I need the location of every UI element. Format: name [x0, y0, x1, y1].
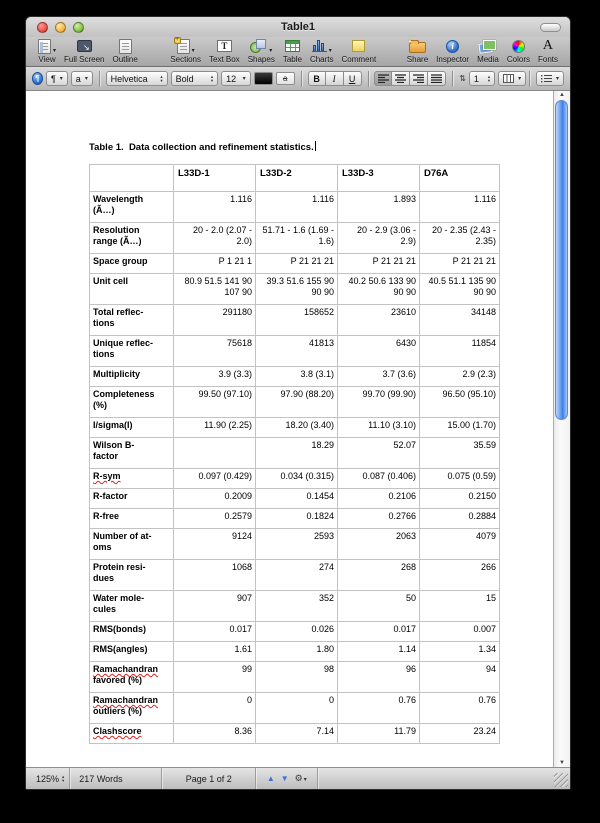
table-cell[interactable]: 18.20 (3.40) [256, 418, 338, 438]
table-cell[interactable]: 50 [338, 591, 420, 622]
table-cell[interactable]: 0.2884 [420, 509, 500, 529]
next-page-button[interactable]: ▼ [280, 774, 289, 783]
resize-grip[interactable] [554, 773, 568, 787]
previous-page-button[interactable]: ▲ [266, 774, 275, 783]
table-row [90, 254, 500, 274]
zoom-control[interactable] [26, 768, 70, 789]
row-label[interactable]: Resolution range (Ã…) [90, 223, 174, 254]
table-cell[interactable]: 0.017 [338, 622, 420, 642]
table-cell[interactable]: 94 [420, 662, 500, 693]
table-row [90, 387, 500, 418]
table-cell[interactable]: 907 [174, 591, 256, 622]
share-icon [409, 38, 426, 54]
table-cell[interactable]: 11854 [420, 336, 500, 367]
toolbar-button-media[interactable] [473, 37, 503, 66]
row-label[interactable]: Total reflec- tions [90, 305, 174, 336]
table-cell[interactable]: 6430 [338, 336, 420, 367]
table-cell[interactable]: 1068 [174, 560, 256, 591]
row-label[interactable]: Water mole- cules [90, 591, 174, 622]
toolbar-label: Comment [341, 55, 377, 64]
table-cell[interactable]: 2593 [256, 529, 338, 560]
table-cell[interactable]: 352 [256, 591, 338, 622]
toolbar-label: Sections [170, 55, 201, 64]
table-cell[interactable]: 7.14 [256, 724, 338, 744]
table-cell[interactable]: 0.76 [338, 693, 420, 724]
table-cell[interactable]: 39.3 51.6 155 90 90 90 [256, 274, 338, 305]
table-cell[interactable]: 40.2 50.6 133 90 90 90 [338, 274, 420, 305]
table-row [90, 724, 500, 744]
toolbar-label: Charts [309, 55, 334, 64]
table-cell[interactable]: 1.116 [420, 192, 500, 223]
character-style-dropdown[interactable]: a ▾ [71, 71, 93, 86]
table-cell[interactable]: 0.097 (0.429) [174, 469, 256, 489]
table-cell[interactable]: 1.34 [420, 642, 500, 662]
document-viewport [26, 91, 570, 767]
row-label[interactable]: I/sigma(I) [90, 418, 174, 438]
line-spacing-select[interactable]: 1 ▴ ▾ [469, 71, 495, 86]
document-page[interactable] [26, 91, 553, 767]
fonts-icon [543, 38, 553, 54]
format-bar [26, 67, 570, 91]
toolbar-label: Full Screen [64, 55, 105, 64]
table-row [90, 274, 500, 305]
table-body [90, 192, 500, 744]
table-cell[interactable]: 40.5 51.1 135 90 90 90 [420, 274, 500, 305]
word-count [70, 768, 162, 789]
paragraph-style-dropdown[interactable]: ¶ ▾ [46, 71, 68, 86]
font-family-select[interactable]: Helvetica ▴ ▾ [106, 71, 168, 86]
columns-dropdown[interactable] [498, 71, 526, 86]
corner-header[interactable] [90, 165, 174, 192]
page-indicator-label: Page 1 of 2 [185, 773, 232, 784]
table-cell[interactable]: 8.36 [174, 724, 256, 744]
toolbar-label: Text Box [209, 55, 240, 64]
sections-icon: + ▾ [177, 38, 195, 54]
comment-icon [352, 38, 365, 54]
table-cell[interactable]: 34148 [420, 305, 500, 336]
text-cursor [315, 141, 316, 151]
toolbar-button-text-box[interactable] [205, 37, 244, 66]
align-justify-button[interactable] [428, 71, 446, 86]
row-label[interactable]: R-sym [90, 469, 174, 489]
toolbar-button-fonts[interactable] [534, 37, 562, 66]
table-caption: Table 1. Data collection and refinement statistics. [89, 142, 314, 153]
row-label[interactable]: Protein resi- dues [90, 560, 174, 591]
view-icon [38, 38, 56, 54]
line-spacing-icon: ⇅ [459, 74, 466, 83]
column-header[interactable]: D76A [420, 165, 500, 192]
row-label[interactable]: Multiplicity [90, 367, 174, 387]
column-header[interactable]: L33D-1 [174, 165, 256, 192]
outline-icon [119, 38, 132, 54]
table-cell[interactable]: 11.10 (3.10) [338, 418, 420, 438]
table-cell[interactable]: 98 [256, 662, 338, 693]
column-header[interactable]: L33D-2 [256, 165, 338, 192]
table-cell[interactable]: 20 - 2.0 (2.07 - 2.0) [174, 223, 256, 254]
page-navigation [256, 768, 318, 789]
table-cell[interactable]: P 21 21 21 [256, 254, 338, 274]
row-label[interactable]: Completeness (%) [90, 387, 174, 418]
table-cell[interactable]: 20 - 2.35 (2.43 - 2.35) [420, 223, 500, 254]
table-cell[interactable]: 0 [256, 693, 338, 724]
table-cell[interactable]: 2.9 (2.3) [420, 367, 500, 387]
table-cell[interactable] [174, 438, 256, 469]
table-row [90, 642, 500, 662]
column-header[interactable]: L33D-3 [338, 165, 420, 192]
table-cell[interactable]: 0.2106 [338, 489, 420, 509]
table-cell[interactable]: 0.1454 [256, 489, 338, 509]
toolbar-button-view[interactable] [34, 37, 60, 66]
typeface-select[interactable]: Bold ▴ ▾ [171, 71, 218, 86]
alignment-buttons [374, 71, 446, 86]
scrollbar-thumb[interactable] [555, 100, 568, 420]
toolbar-button-colors[interactable] [503, 37, 534, 66]
table-row [90, 469, 500, 489]
table-cell[interactable]: 51.71 - 1.6 (1.69 - 1.6) [256, 223, 338, 254]
row-label[interactable]: Clashscore [90, 724, 174, 744]
table-cell[interactable]: 266 [420, 560, 500, 591]
table-cell[interactable]: 0.017 [174, 622, 256, 642]
table-cell[interactable]: 9124 [174, 529, 256, 560]
table-row [90, 622, 500, 642]
table-cell[interactable]: 0 [174, 693, 256, 724]
charts-icon [312, 38, 332, 54]
table-cell[interactable]: 0.075 (0.59) [420, 469, 500, 489]
row-label[interactable]: Space group [90, 254, 174, 274]
text-background-color-well[interactable]: a [276, 72, 295, 85]
table-cell[interactable]: 1.80 [256, 642, 338, 662]
table-cell[interactable]: 0.2009 [174, 489, 256, 509]
table-caption-line[interactable] [89, 137, 499, 155]
toolbar-button-outline[interactable] [108, 37, 141, 66]
toolbar-label: View [38, 55, 56, 64]
table-cell[interactable]: 35.59 [420, 438, 500, 469]
table-cell[interactable]: 80.9 51.5 141 90 107 90 [174, 274, 256, 305]
align-right-button[interactable] [410, 71, 428, 86]
statistics-table[interactable] [89, 164, 500, 744]
zoom-stepper[interactable] [62, 775, 64, 782]
table-cell[interactable]: 4079 [420, 529, 500, 560]
paragraph-styles-icon[interactable]: ¶ [32, 72, 43, 85]
row-label[interactable]: R-free [90, 509, 174, 529]
table-cell[interactable]: 274 [256, 560, 338, 591]
table-cell[interactable]: P 21 21 21 [338, 254, 420, 274]
pages-window [25, 16, 571, 790]
text-color-well[interactable] [254, 72, 273, 85]
row-label[interactable]: Wavelength (Ã…) [90, 192, 174, 223]
table-cell[interactable]: 11.90 (2.25) [174, 418, 256, 438]
inspector-icon [446, 38, 459, 54]
table-cell[interactable]: 3.7 (3.6) [338, 367, 420, 387]
align-left-button[interactable] [374, 71, 392, 86]
scroll-down-arrow[interactable]: ▼ [559, 760, 565, 766]
table-row [90, 489, 500, 509]
table-cell[interactable]: 15 [420, 591, 500, 622]
table-cell[interactable]: 99.70 (99.90) [338, 387, 420, 418]
vertical-scrollbar[interactable] [553, 91, 570, 767]
table-cell[interactable]: 0.026 [256, 622, 338, 642]
table-row [90, 367, 500, 387]
table-cell[interactable]: 23610 [338, 305, 420, 336]
table-cell[interactable]: 99.50 (97.10) [174, 387, 256, 418]
table-cell[interactable]: 0.087 (0.406) [338, 469, 420, 489]
row-label[interactable]: Unit cell [90, 274, 174, 305]
table-cell[interactable]: 1.116 [256, 192, 338, 223]
table-cell[interactable]: P 1 21 1 [174, 254, 256, 274]
table-cell[interactable]: 11.79 [338, 724, 420, 744]
table-cell[interactable]: 1.61 [174, 642, 256, 662]
table-cell[interactable]: 18.29 [256, 438, 338, 469]
zoom-level: 125% [36, 773, 60, 784]
row-label[interactable]: Ramachandran outliers (%) [90, 693, 174, 724]
table-cell[interactable]: 268 [338, 560, 420, 591]
table-cell[interactable]: 15.00 (1.70) [420, 418, 500, 438]
table-cell[interactable]: P 21 21 21 [420, 254, 500, 274]
row-label[interactable]: RMS(bonds) [90, 622, 174, 642]
table-row [90, 591, 500, 622]
table-cell[interactable]: 0.76 [420, 693, 500, 724]
table-cell[interactable]: 0.007 [420, 622, 500, 642]
table-row [90, 560, 500, 591]
table-row [90, 662, 500, 693]
table-cell[interactable]: 99 [174, 662, 256, 693]
row-label[interactable]: Number of at- oms [90, 529, 174, 560]
toolbar-label: Table [282, 55, 302, 64]
toolbar-label: Media [477, 55, 499, 64]
underline-button[interactable]: U [344, 71, 362, 86]
align-center-button[interactable] [392, 71, 410, 86]
gear-menu-button[interactable]: ⚙ ▾ [295, 773, 307, 784]
row-label[interactable]: R-factor [90, 489, 174, 509]
table-cell[interactable]: 291180 [174, 305, 256, 336]
table-row [90, 529, 500, 560]
table-cell[interactable]: 1.893 [338, 192, 420, 223]
toolbar-label: Share [406, 55, 429, 64]
row-label[interactable]: RMS(angles) [90, 642, 174, 662]
table-row [90, 192, 500, 223]
toolbar-button-share[interactable] [403, 37, 432, 66]
scroll-up-arrow[interactable]: ▲ [559, 92, 565, 98]
table-row [90, 223, 500, 254]
toolbar-button-inspector[interactable] [432, 37, 473, 66]
table-icon [285, 38, 300, 54]
table-cell[interactable]: 0.2150 [420, 489, 500, 509]
row-label[interactable]: Ramachandran favored (%) [90, 662, 174, 693]
table-cell[interactable]: 75618 [174, 336, 256, 367]
shapes-icon [250, 38, 272, 54]
table-cell[interactable]: 96 [338, 662, 420, 693]
style-buttons [308, 71, 362, 86]
status-bar [26, 767, 570, 789]
toolbar-button-charts[interactable] [306, 37, 338, 66]
table-row [90, 305, 500, 336]
table-cell[interactable]: 41813 [256, 336, 338, 367]
table-row [90, 438, 500, 469]
table-cell[interactable]: 2063 [338, 529, 420, 560]
toolbar [26, 37, 570, 67]
bold-button[interactable]: B [308, 71, 326, 86]
table-row [90, 693, 500, 724]
font-size-select[interactable]: 12 ▾ [221, 71, 251, 86]
list-style-dropdown[interactable] [536, 71, 564, 86]
table-row [90, 509, 500, 529]
table-cell[interactable]: 1.14 [338, 642, 420, 662]
toolbar-label: Outline [112, 55, 138, 64]
table-row [90, 336, 500, 367]
table-cell[interactable]: 0.1824 [256, 509, 338, 529]
table-row [90, 418, 500, 438]
table-header-row [90, 165, 500, 192]
toolbar-button-table[interactable] [279, 37, 306, 66]
table-cell[interactable]: 3.8 (3.1) [256, 367, 338, 387]
table-cell[interactable]: 158652 [256, 305, 338, 336]
page-indicator [162, 768, 256, 789]
toolbar-button-sections[interactable] [166, 37, 205, 66]
table-cell[interactable]: 1.116 [174, 192, 256, 223]
toolbar-button-comment[interactable] [338, 37, 381, 66]
word-count-label: 217 Words [79, 773, 123, 784]
toolbar-label: Inspector [436, 55, 470, 64]
table-cell[interactable]: 3.9 (3.3) [174, 367, 256, 387]
row-label[interactable]: Wilson B- factor [90, 438, 174, 469]
colors-icon [512, 38, 525, 54]
toolbar-button-full-screen[interactable] [60, 37, 108, 66]
toolbar-toggle-button[interactable] [540, 23, 561, 32]
window-title: Table1 [280, 21, 316, 33]
table-cell[interactable]: 96.50 (95.10) [420, 387, 500, 418]
text-box-icon [217, 38, 232, 54]
table-cell[interactable]: 23.24 [420, 724, 500, 744]
toolbar-label: Colors [506, 55, 530, 64]
full-screen-icon [77, 38, 92, 54]
window-titlebar[interactable] [26, 17, 570, 37]
table-cell[interactable]: 0.2579 [174, 509, 256, 529]
table-cell[interactable]: 52.07 [338, 438, 420, 469]
toolbar-button-shapes[interactable] [244, 37, 279, 66]
table-cell[interactable]: 0.034 (0.315) [256, 469, 338, 489]
row-label[interactable]: Unique reflec- tions [90, 336, 174, 367]
table-cell[interactable]: 97.90 (88.20) [256, 387, 338, 418]
table-cell[interactable]: 0.2766 [338, 509, 420, 529]
toolbar-label: Shapes [247, 55, 275, 64]
table-cell[interactable]: 20 - 2.9 (3.06 - 2.9) [338, 223, 420, 254]
media-icon [479, 38, 497, 54]
italic-button[interactable]: I [326, 71, 344, 86]
toolbar-label: Fonts [537, 55, 558, 64]
